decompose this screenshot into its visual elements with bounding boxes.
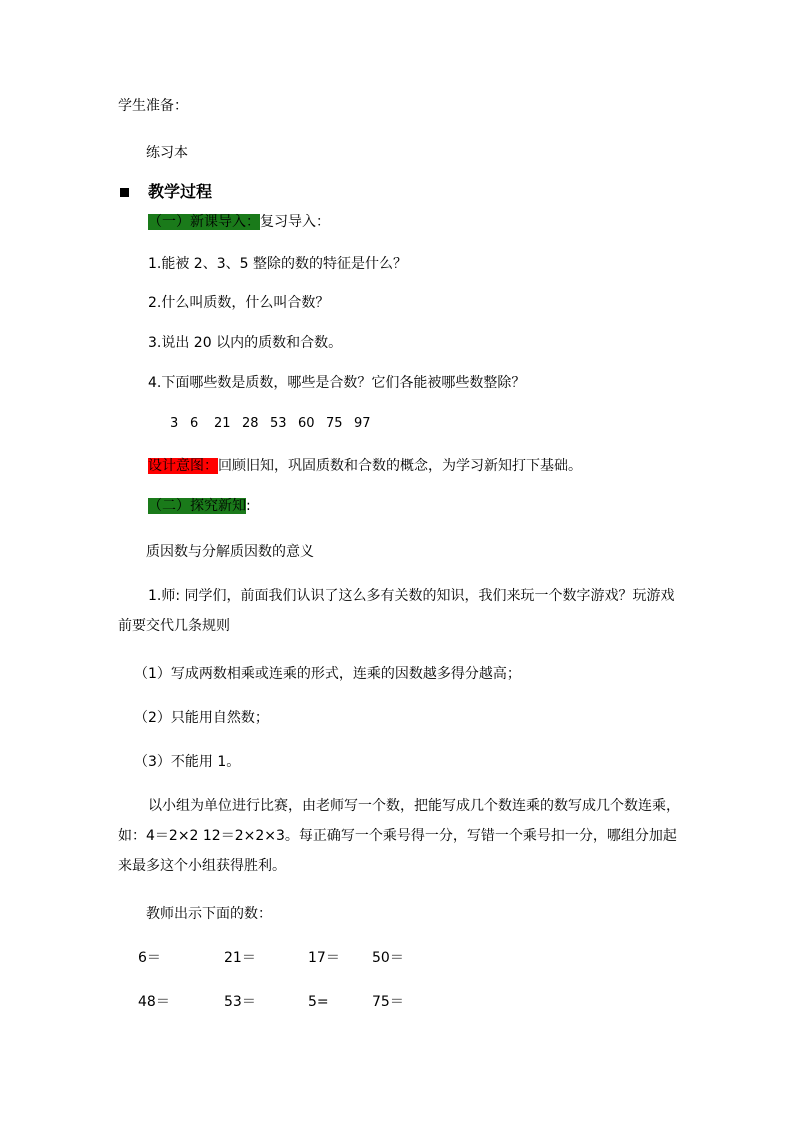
- number-item: 97: [354, 416, 371, 431]
- question-4: 4.下面哪些数是质数，哪些是合数？它们各能被哪些数整除？: [148, 375, 526, 391]
- number-list: [170, 414, 371, 434]
- number-item: 3: [170, 416, 179, 431]
- exercise-cell: 17＝: [308, 950, 340, 966]
- section-bullet: [120, 188, 129, 197]
- game-line-3: 来最多这个小组获得胜利。: [118, 858, 286, 874]
- exercise-cell: 75＝: [372, 994, 404, 1010]
- exercise-cell: 5=: [308, 994, 329, 1010]
- number-item: 21: [214, 416, 231, 431]
- exercise-cell: 21＝: [224, 950, 256, 966]
- game-line-2: 如：4＝2×2 12＝2×2×3。每正确写一个乘号得一分，写错一个乘号扣一分，哪组分加起: [118, 828, 677, 844]
- intro-label: （一）新课导入：: [148, 214, 260, 230]
- number-item: 75: [326, 416, 343, 431]
- intro-text: 复习导入：: [260, 214, 330, 230]
- exercise-cell: 6＝: [138, 950, 161, 966]
- student-prep-title: 学生准备：: [118, 98, 188, 114]
- number-item: 60: [298, 416, 315, 431]
- design-intent-line: [148, 456, 582, 476]
- number-item: 6: [190, 416, 199, 431]
- design-intent-text: 回顾旧知，巩固质数和合数的概念，为学习新知打下基础。: [218, 458, 582, 474]
- student-prep-item: 练习本: [146, 145, 188, 161]
- exercise-cell: 50＝: [372, 950, 404, 966]
- teacher-line-2: 前要交代几条规则: [118, 618, 230, 634]
- question-2: 2.什么叫质数，什么叫合数？: [148, 295, 330, 311]
- number-item: 28: [242, 416, 259, 431]
- question-1: 1.能被 2、3、5 整除的数的特征是什么？: [148, 256, 407, 272]
- rule-1: （1）写成两数相乘或连乘的形式，连乘的因数越多得分越高；: [134, 666, 521, 682]
- game-line-1: 以小组为单位进行比赛，由老师写一个数，把能写成几个数连乘的数写成几个数连乘，: [148, 798, 680, 814]
- exercise-cell: 48＝: [138, 994, 170, 1010]
- teacher-line-1: 1.师: 同学们，前面我们认识了这么多有关数的知识，我们来玩一个数字游戏？玩游戏: [148, 588, 675, 604]
- intro-line: [148, 212, 330, 232]
- design-intent-label: 设计意图：: [148, 458, 218, 474]
- show-numbers-label: 教师出示下面的数：: [146, 906, 272, 922]
- rule-3: （3）不能用 1。: [134, 754, 241, 770]
- rule-2: （2）只能用自然数；: [134, 710, 269, 726]
- topic-line: 质因数与分解质因数的意义: [146, 544, 314, 560]
- exercise-cell: 53＝: [224, 994, 256, 1010]
- explore-label: （二）探究新知: [148, 498, 246, 514]
- section-heading: 教学过程: [148, 182, 213, 201]
- explore-line: [148, 496, 251, 516]
- question-3: 3.说出 20 以内的质数和合数。: [148, 335, 343, 351]
- explore-colon: :: [246, 498, 251, 514]
- number-item: 53: [270, 416, 287, 431]
